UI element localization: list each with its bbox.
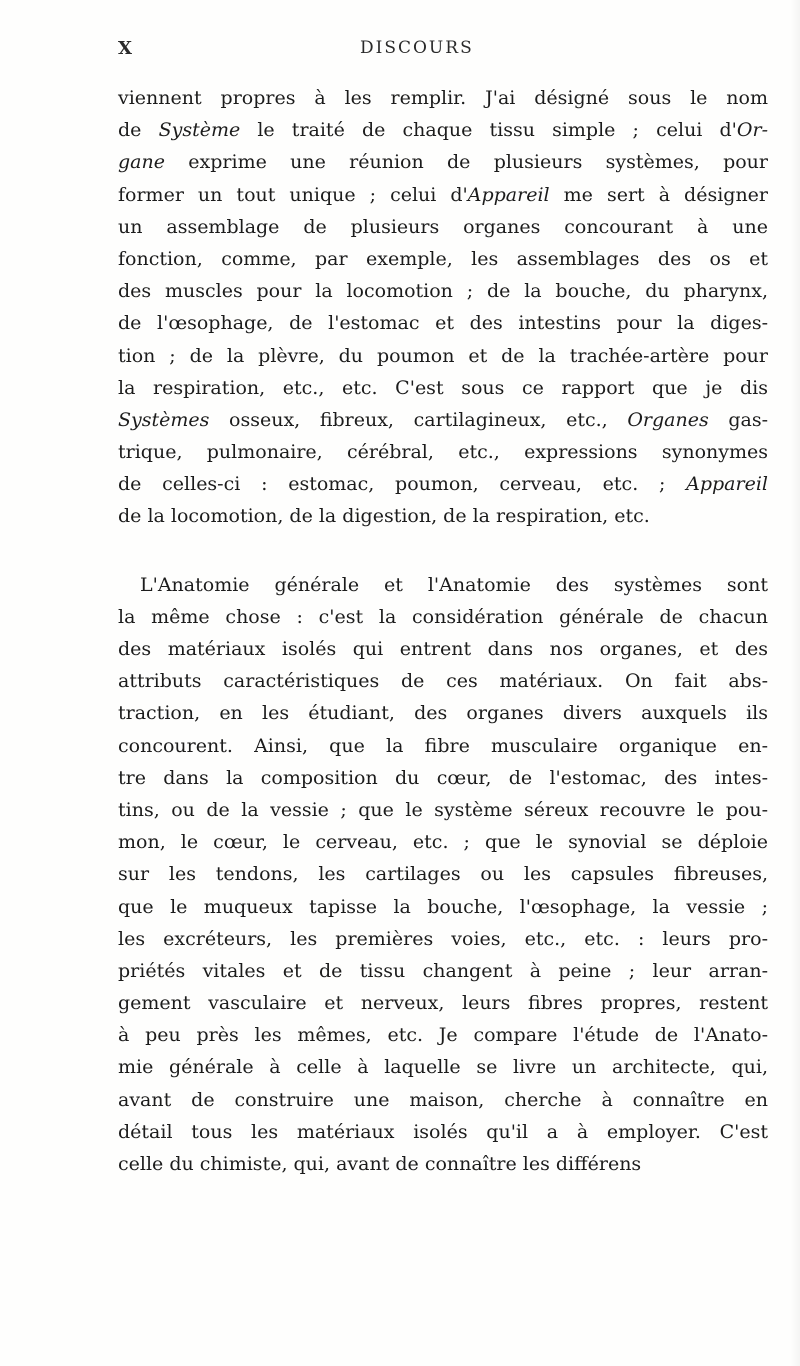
text-line — [118, 1116, 768, 1148]
text-run: viennent propres à les remplir. J'ai désigné sous le nom — [118, 87, 768, 109]
text-run: osseux, fibreux, cartilagineux, etc., — [209, 408, 628, 431]
text-line — [118, 730, 768, 762]
text-run: que le muqueux tapisse la bouche, l'œsophage, la vessie ; — [118, 895, 768, 918]
text-run: un assemblage de plusieurs organes concourant à une — [118, 215, 768, 238]
text-run: traction, en les étudiant, des organes divers auxquels ils — [118, 702, 768, 725]
text-line — [118, 665, 768, 697]
page-edge-shadow — [790, 0, 800, 1366]
text-run: priétés vitales et de tissu changent à peine ; leur arran- — [118, 959, 768, 982]
text-line — [118, 243, 768, 275]
text-run: de la locomotion, de la digestion, de la respiration, etc. — [118, 505, 650, 528]
body-text — [118, 82, 768, 1180]
text-line — [118, 1051, 768, 1083]
italic-term: gane — [118, 151, 165, 174]
text-run: concourent. Ainsi, que la fibre musculaire organique en- — [118, 734, 768, 757]
italic-term: Organes — [627, 408, 709, 431]
paragraph-1 — [118, 82, 768, 533]
text-line — [118, 923, 768, 955]
text-line — [118, 826, 768, 858]
text-run: des muscles pour la locomotion ; de la bouche, du pharynx, — [118, 280, 768, 303]
italic-term: Systèmes — [118, 408, 210, 431]
italic-term: Or- — [736, 119, 768, 142]
text-run: tins, ou de la vessie ; que le système séreux recouvre le pou- — [118, 798, 768, 821]
text-line — [118, 794, 768, 826]
text-run: me sert à désigner — [549, 183, 769, 206]
text-line — [118, 987, 768, 1019]
text-run: tion ; de la plèvre, du poumon et de la trachée-artère pour — [118, 344, 768, 367]
text-run: celle du chimiste, qui, avant de connaître les différens — [118, 1153, 642, 1175]
text-line — [118, 633, 768, 665]
text-line — [118, 697, 768, 729]
text-run: trique, pulmonaire, cérébral, etc., expressions synonymes — [118, 441, 768, 464]
paragraph-2 — [118, 569, 768, 1181]
text-run: fonction, comme, par exemple, les assemblages des os et — [118, 247, 768, 270]
page-header — [0, 38, 800, 62]
running-title: DISCOURS — [360, 38, 474, 58]
text-run: gas- — [708, 408, 768, 431]
text-line — [118, 211, 768, 243]
text-run: des matériaux isolés qui entrent dans nos organes, et des — [118, 638, 768, 660]
text-run: de l'œsophage, de l'estomac et des intestins pour la diges- — [118, 312, 768, 335]
text-line — [118, 114, 768, 146]
text-line — [118, 762, 768, 794]
text-line — [118, 275, 768, 307]
paragraph-gap — [118, 533, 768, 569]
text-line — [118, 404, 768, 436]
text-run: la respiration, etc., etc. C'est sous ce rapport que je dis — [118, 376, 768, 399]
text-run: les excréteurs, les premières voies, etc., etc. : leurs pro- — [118, 927, 768, 950]
text-line — [118, 82, 768, 114]
text-run: la même chose : c'est la considération générale de chacun — [118, 605, 768, 628]
text-run: tre dans la composition du cœur, de l'estomac, des intes- — [118, 766, 768, 789]
text-run: détail tous les matériaux isolés qu'il a à employer. C'est — [118, 1120, 768, 1143]
text-line — [118, 340, 768, 372]
text-run: attributs caractéristiques de ces matériaux. On fait abs- — [118, 670, 768, 693]
text-line — [118, 146, 768, 178]
text-run: avant de construire une maison, cherche à connaître en — [118, 1088, 768, 1111]
text-run: L'Anatomie générale et l'Anatomie des systèmes sont — [140, 573, 768, 596]
italic-term: Système — [158, 119, 241, 142]
italic-term: Appareil — [686, 473, 768, 496]
page-number: X — [118, 38, 133, 59]
text-line — [118, 1019, 768, 1051]
text-line — [118, 468, 768, 500]
text-run: le traité de chaque tissu simple ; celui d' — [240, 119, 737, 142]
text-line — [118, 569, 768, 601]
text-line — [118, 601, 768, 633]
text-line — [118, 1148, 768, 1180]
text-line — [118, 858, 768, 890]
text-line — [118, 436, 768, 468]
text-run: gement vasculaire et nerveux, leurs fibres propres, restent — [118, 992, 768, 1015]
text-run: exprime une réunion de plusieurs systèmes, pour — [164, 151, 768, 174]
text-line — [118, 307, 768, 339]
text-line — [118, 891, 768, 923]
text-run: de — [118, 119, 159, 142]
text-run: sur les tendons, les cartilages ou les capsules fibreuses, — [118, 863, 768, 886]
text-run: à peu près les mêmes, etc. Je compare l'étude de l'Anato- — [118, 1024, 768, 1047]
text-line — [118, 500, 768, 532]
text-line — [118, 372, 768, 404]
text-line — [118, 955, 768, 987]
italic-term: Appareil — [467, 183, 550, 206]
text-line — [118, 1084, 768, 1116]
text-line — [118, 179, 768, 211]
text-run: mon, le cœur, le cerveau, etc. ; que le synovial se déploie — [118, 831, 768, 854]
text-run: de celles-ci : estomac, poumon, cerveau, etc. ; — [118, 473, 687, 496]
text-run: former un tout unique ; celui d' — [118, 183, 468, 206]
text-run: mie générale à celle à laquelle se livre un architecte, qui, — [118, 1056, 768, 1079]
